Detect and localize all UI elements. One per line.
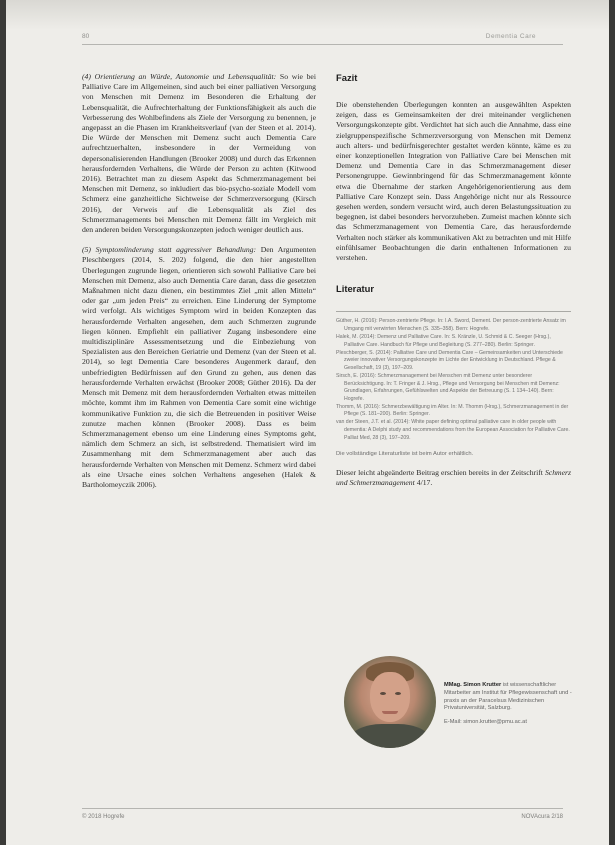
fazit-heading: Fazit — [336, 72, 358, 83]
reference-item: Thomm, M. (2016): Schmerzbewältigung im Alter. In: M. Thomm (Hrsg.), Schmerzmanagement in der Pflege (S. 181–200). Berlin: Springer. — [336, 403, 569, 418]
page-number: 80 — [82, 33, 90, 40]
reference-item: Güther, H. (2016): Person-zentrierte Pflege. In: I.A. Sword, Dement. Der person-zentrierte Ansatz im Umgang mit verwirrten Menschen (S. 335–358). Bern: Hogrefe. — [336, 318, 566, 332]
author-name: MMag. Simon Krutter — [444, 682, 502, 688]
page-top-shadow — [6, 0, 609, 30]
footer-rule — [82, 808, 563, 809]
magazine-page — [6, 0, 609, 845]
paragraph-symptom-relief — [82, 245, 316, 490]
left-column — [82, 72, 316, 490]
reprint-note — [336, 468, 571, 488]
right-column — [336, 72, 571, 498]
literature-rule — [336, 311, 571, 312]
reference-item: van der Steen, J.T. et al. (2014): White paper defining optimal palliative care in older people with dementia: A Delphi study and recommendations from the European Association for Palliative Care. Palliat Med, 28 (3), 197–209. — [336, 419, 570, 441]
header-rule — [82, 44, 563, 45]
author-affiliation: ist wissenschaftlicher Mitarbeiter am Institut für Pflegewissenschaft und -praxis an der Paracelsus Medizinischen Privatuniversität, Salzburg. — [444, 682, 572, 712]
reference-item: Halek, M. (2014): Demenz und Palliative Care. In: S. Kränzle, U. Schmid & C. Seeger (Hrsg.), Palliative Care. Handbuch für Pflege und Begleitung (S. 277–280). Berlin: Springer. — [336, 333, 551, 348]
reference-item: Pleschberger, S. (2014): Palliative Care und Dementia Care – Gemeinsamkeiten und Unterschiede zweier innovativer Versorgungskonzepte im Lichte der Entwicklung in Deutschland. Pflege & Gesellschaft, 19 (3), 197–209. — [336, 349, 563, 371]
fazit-paragraph: Die obenstehenden Überlegungen konnten an ausgewählten Aspekten zeigen, dass es Gemeinsamkeiten der drei miteinander verglichenen Versorgungskonzepte gibt. Verdichtet hat sich auch die Annahme, dass eine zielgruppenspezifische Schmerzversorgung von Menschen mit Demenz auch alters- und bedürfnisgerechter gestaltet werden könnte, käme es zu einer konzeptionellen Integration von Palliative Care bei Menschen mit Demenz und Dementia Care in das Schmerzmanagement dieser Personengruppe. Gewinnbringend für das Schmerzmanagement könnte etwa die Übernahme der starken Angehörigenorientierung aus dem Palliative Care Konzept sein. Dass Angehörige nicht nur als Ressource gesehen werden, sondern versucht wird, auch deren Belastungssituation zu begegnen, ist dabei besonders hervorzuheben. Zumeist machen könnte sich das Schmerzmanagement von Dementia Care, das herausfordernde Verhalten noch stärker als kommunikativen Akt zu betrachten und mit Hilfe einfühlsamer Beobachtungen die darin enthaltenen Informationen zu verstehen. — [336, 100, 571, 263]
reference-item: Sirsch, E. (2016): Schmerzmanagement bei Menschen mit Demenz unter besonderer Berücksichtigung. In: T. Fringer & J. Hrsg., Pflege und Versorgung bei Menschen mit Demenz: Grundlagen, Erfahrungen, Gefühlswelten und Aspekte der Betreuung (S. 1 134–140). Bern: Hogrefe. — [336, 372, 560, 402]
literature-contact-note: Die vollständige Literaturliste ist beim Autor erhältlich. — [336, 451, 474, 458]
footer-issue: NOVAcura 2/18 — [521, 814, 563, 820]
reference-list — [336, 318, 571, 442]
running-title: Dementia Care — [485, 33, 536, 40]
paragraph-dignity — [82, 72, 316, 235]
reprint-journal-title: Schmerz und Schmerzmanagement — [336, 467, 571, 487]
author-photo — [344, 656, 436, 748]
paragraph-symptom-relief-lead: (5) Symptomlinderung statt aggressiver Behandlung: — [82, 245, 257, 255]
paragraph-dignity-body: So wie bei Palliative Care im Allgemeinen, sind auch bei einer palliativen Versorgung von Menschen mit Demenz im Besonderen die Erhaltung der Lebensqualität, die Aufrechterhaltung der Funktionsfähigkeit als auch die Verbesserung des Wohlbefindens als Ziele der Versorgung zu benennen, je angepasst an die Phasen im Krankheitsverlauf (van der Steen et al. 2014). Die Würde der Menschen mit Demenz sucht auch Dementia Care aufrechtzuerhalten, insbesondere in der Vermeidung von depersonalisierenden Handlungen (Brooker 2008) und durch das Erkennen herausfordernden Verhaltens, die Würde der Person zu achten (Kitwood 2016). Betrachtet man zu diesem Aspekt das Schmerzmanagement bei Menschen mit Demenz, so inkludiert das bio-psycho-soziale Modell vom Schmerz eine ganzheitliche Sichtweise der Schmerzversorgung (Kirsch 2016), der Verweis auf die Lebensqualität als Ziel des Schmerzmanagements bei Menschen mit Demenz fällt im Vergleich mit den anderen beiden Versorgungskonzepten jedoch weniger deutlich aus. — [82, 72, 316, 235]
reprint-note-text: Dieser leicht abgeänderte Beitrag erschien bereits in der Zeitschrift — [336, 467, 545, 477]
author-email: E-Mail: simon.krutter@pmu.ac.at — [444, 719, 527, 726]
author-bio — [444, 682, 572, 727]
literature-heading: Literatur — [336, 283, 375, 295]
footer-copyright: © 2018 Hogrefe — [82, 814, 125, 820]
paragraph-symptom-relief-body: Den Argumenten Pleschbergers (2014, S. 202) folgend, die den hier angestellten Überlegungen zugrunde liegen, orientieren sich sowohl Palliative Care bei Menschen mit Demenz, also auch Dementia Care daran, dass die gesetzten Maßnahmen nicht dazu dienen, ein bestimmtes Ziel „mit allen Mitteln“ oder gar „um jeden Preis“ zu erreichen. Eine Linderung der Symptome wird verfolgt. Als wichtiges Symptom wird in beiden Konzepten das herausfordernde Verhalten angesehen, dem auch Schmerzen zugrunde liegen können. Empfiehlt ein palliativer Zugang insbesondere eine multidisziplinäre Assessmentsetzung und die Einbeziehung von Spezialisten aus den Bereichen Geriatrie und Demenz (van der Steen et al. 2014), so legt Dementia Care besonderes Augenmerk darauf, den unbefriedigten Bedürfnissen auf den Grund zu gehen, aus denen das herausfordernde Verhalten erwächst (Brooker 2008; Güther 2016). Da der Mensch mit Demenz mit dem herausfordernden Verhalten etwas mitteilen möchte, kommt ihm im Rahmen von Dementia Care somit eine wichtige kommunikative Funktion zu, die sich die Betreuenden in positiver Weise zunutze machen können (Brooker 2008). Dass es beim Schmerzmanagement ebenso um eine Linderung eines Symptoms geht, nämlich dem Schmerz an sich, ist selbstredend. Thematisiert wird im Zusammenhang mit dem Schmerzmanagement aber auch das herausfordernde Verhalten von Menschen mit Demenz. Schmerz wird dabei als eine Ursache eines solchen Verhaltens angesehen (Halek & Bartholomeyczik 2006). — [82, 245, 316, 489]
paragraph-dignity-lead: (4) Orientierung an Würde, Autonomie und Lebensqualität: — [82, 72, 277, 81]
author-box — [336, 652, 576, 772]
reprint-issue: 4/17. — [414, 477, 433, 487]
